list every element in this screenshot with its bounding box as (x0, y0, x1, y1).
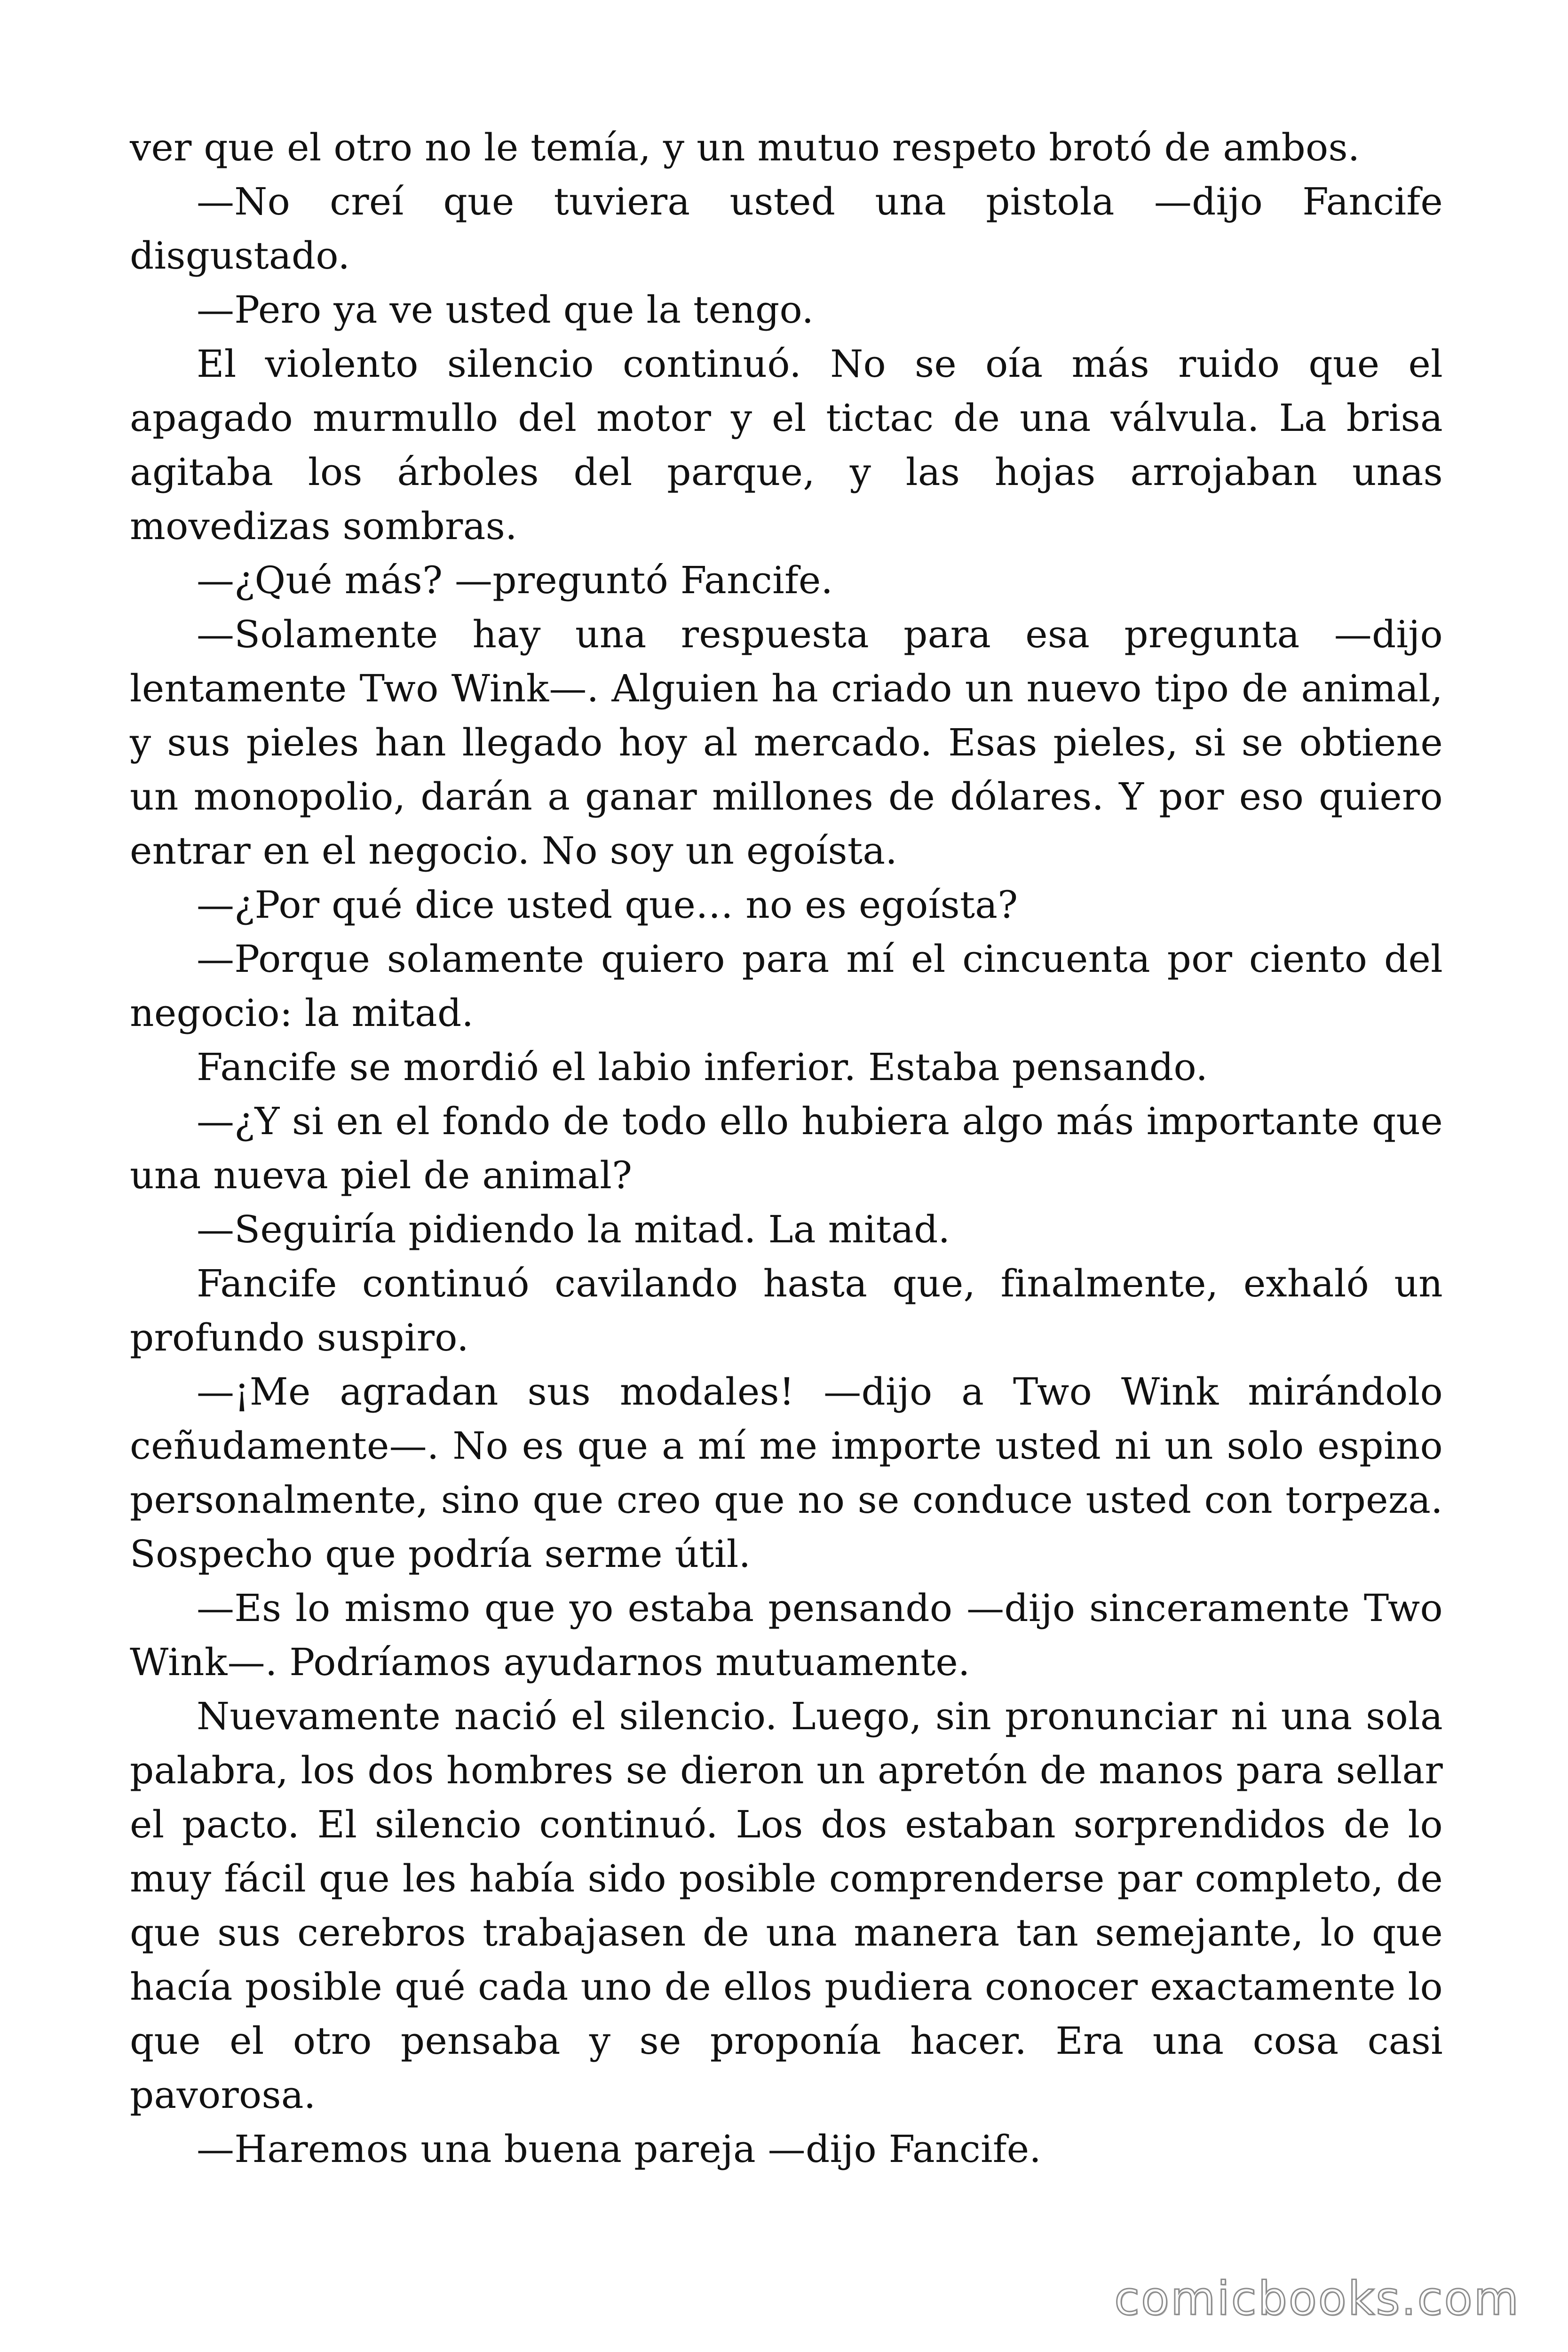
paragraph: ver que el otro no le temía, y un mutuo respeto brotó de ambos. (130, 126, 1360, 169)
paragraph: —¿Qué más? —preguntó Fancife. (197, 558, 833, 602)
paragraph: —Solamente hay una respuesta para esa pregunta —dijo lentamente Two Wink—. Alguien ha criado un nuevo tipo de animal, y sus pieles han llegado hoy al mercado. Esas pieles, si se obtiene un monopolio, darán a ganar millones de dólares. Y por eso quiero entrar en el negocio. No soy un egoísta. (130, 612, 1443, 873)
paragraph: —Pero ya ve usted que la tengo. (197, 288, 814, 332)
paragraph: —Es lo mismo que yo estaba pensando —dijo sinceramente Two Wink—. Podríamos ayudarnos mutuamente. (130, 1586, 1443, 1684)
watermark: comicbooks.com (1114, 2272, 1520, 2326)
paragraph: El violento silencio continuó. No se oía más ruido que el apagado murmullo del motor y el tictac de una válvula. La brisa agitaba los árboles del parque, y las hojas arrojaban unas movedizas sombras. (130, 342, 1443, 548)
paragraph: —¡Me agradan sus modales! —dijo a Two Wink mirándolo ceñudamente—. No es que a mí me importe usted ni un solo espino personalmente, sino que creo que no se conduce usted con torpeza. Sospecho que podría serme útil. (130, 1370, 1443, 1576)
paragraph: Nuevamente nació el silencio. Luego, sin pronunciar ni una sola palabra, los dos hombres se dieron un apretón de manos para sellar el pacto. El silencio continuó. Los dos estaban sorprendidos de lo muy fácil que les había sido posible comprenderse par completo, de que sus cerebros trabajasen de una manera tan semejante, lo que hacía posible qué cada uno de ellos pudiera conocer exactamente lo que el otro pensaba y se proponía hacer. Era una cosa casi pavorosa. (130, 1694, 1443, 2117)
paragraph: —Porque solamente quiero para mí el cincuenta por ciento del negocio: la mitad. (130, 937, 1443, 1035)
paragraph: Fancife se mordió el labio inferior. Estaba pensando. (197, 1045, 1208, 1089)
paragraph: —Seguiría pidiendo la mitad. La mitad. (197, 1208, 950, 1251)
paragraph: —¿Por qué dice usted que… no es egoísta? (197, 883, 1018, 927)
paragraph: —No creí que tuviera usted una pistola —dijo Fancife disgustado. (130, 180, 1443, 278)
paragraph: Fancife continuó cavilando hasta que, finalmente, exhaló un profundo suspiro. (130, 1262, 1443, 1359)
book-page-body (130, 120, 1443, 2176)
paragraph: —Haremos una buena pareja —dijo Fancife. (197, 2127, 1042, 2171)
paragraph: —¿Y si en el fondo de todo ello hubiera algo más importante que una nueva piel de animal? (130, 1099, 1443, 1197)
